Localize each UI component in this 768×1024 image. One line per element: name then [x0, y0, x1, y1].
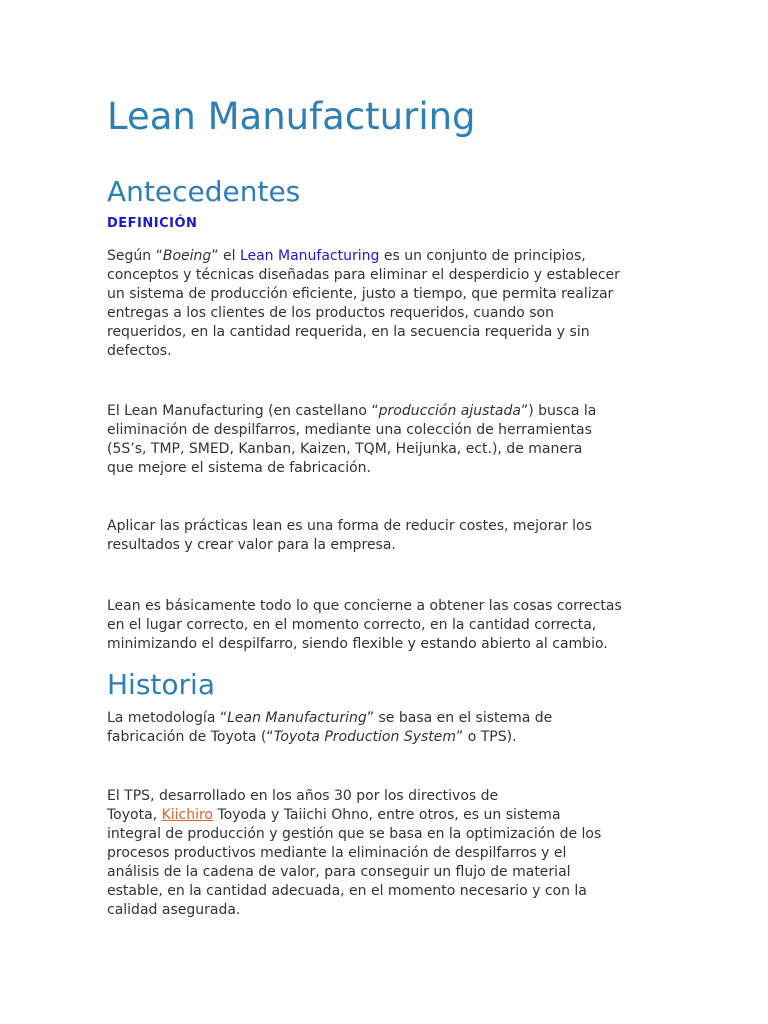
paragraph-line: Según “Boeing” el Lean Manufacturing es un conjunto de principios, — [107, 248, 586, 264]
paragraph-line: fabricación de Toyota (“Toyota Production System” o TPS). — [107, 729, 517, 745]
paragraph-line: procesos productivos mediante la eliminación de despilfarros y el — [107, 845, 567, 861]
paragraph-line: Toyota, Kiichiro Toyoda y Taiichi Ohno, entre otros, es un sistema — [107, 807, 561, 823]
paragraph-line: entregas a los clientes de los productos requeridos, cuando son — [107, 305, 554, 321]
paragraph-definicion — [107, 247, 647, 361]
paragraph-line: un sistema de producción eficiente, justo a tiempo, que permita realizar — [107, 286, 614, 302]
tps-emphasis: Toyota Production System — [273, 729, 457, 745]
paragraph-line: defectos. — [107, 343, 172, 359]
section-heading-historia: Historia — [107, 668, 215, 701]
kiichiro-link[interactable]: Kiichiro — [161, 807, 213, 823]
boeing-emphasis: Boeing — [162, 248, 212, 264]
paragraph-tps — [107, 787, 647, 920]
paragraph-line: eliminación de despilfarros, mediante una colección de herramientas — [107, 422, 592, 438]
paragraph-line: en el lugar correcto, en el momento correcto, en la cantidad correcta, — [107, 617, 597, 633]
paragraph-line: integral de producción y gestión que se basa en la optimización de los — [107, 826, 602, 842]
paragraph-line: minimizando el despilfarro, siendo flexible y estando abierto al cambio. — [107, 636, 608, 652]
paragraph-line: El TPS, desarrollado en los años 30 por los directivos de — [107, 788, 499, 804]
section-heading-antecedentes: Antecedentes — [107, 175, 301, 208]
subheading-definicion: DEFINICIÓN — [107, 216, 198, 231]
paragraph-lean-basico — [107, 597, 647, 654]
paragraph-line: conceptos y técnicas diseñadas para eliminar el desperdicio y establecer — [107, 267, 620, 283]
paragraph-line: El Lean Manufacturing (en castellano “producción ajustada”) busca la — [107, 403, 597, 419]
paragraph-metodologia — [107, 709, 647, 747]
paragraph-line: estable, en la cantidad adecuada, en el momento necesario y con la — [107, 883, 587, 899]
paragraph-castellano — [107, 402, 647, 478]
paragraph-line: Lean es básicamente todo lo que concierne a obtener las cosas correctas — [107, 598, 622, 614]
paragraph-line: (5S’s, TMP, SMED, Kanban, Kaizen, TQM, Heijunka, ect.), de manera — [107, 441, 583, 457]
lean-manufacturing-emphasis: Lean Manufacturing — [227, 710, 367, 726]
paragraph-line: resultados y crear valor para la empresa. — [107, 537, 396, 553]
produccion-ajustada-emphasis: producción ajustada — [378, 403, 521, 419]
paragraph-line: Aplicar las prácticas lean es una forma de reducir costes, mejorar los — [107, 518, 592, 534]
paragraph-line: La metodología “Lean Manufacturing” se basa en el sistema de — [107, 710, 553, 726]
paragraph-practicas — [107, 517, 647, 555]
lean-manufacturing-term: Lean Manufacturing — [239, 248, 380, 264]
paragraph-line: requeridos, en la cantidad requerida, en la secuencia requerida y sin — [107, 324, 590, 340]
page-title: Lean Manufacturing — [107, 95, 476, 138]
paragraph-line: análisis de la cadena de valor, para conseguir un flujo de material — [107, 864, 571, 880]
paragraph-line: que mejore el sistema de fabricación. — [107, 460, 371, 476]
paragraph-line: calidad asegurada. — [107, 902, 241, 918]
